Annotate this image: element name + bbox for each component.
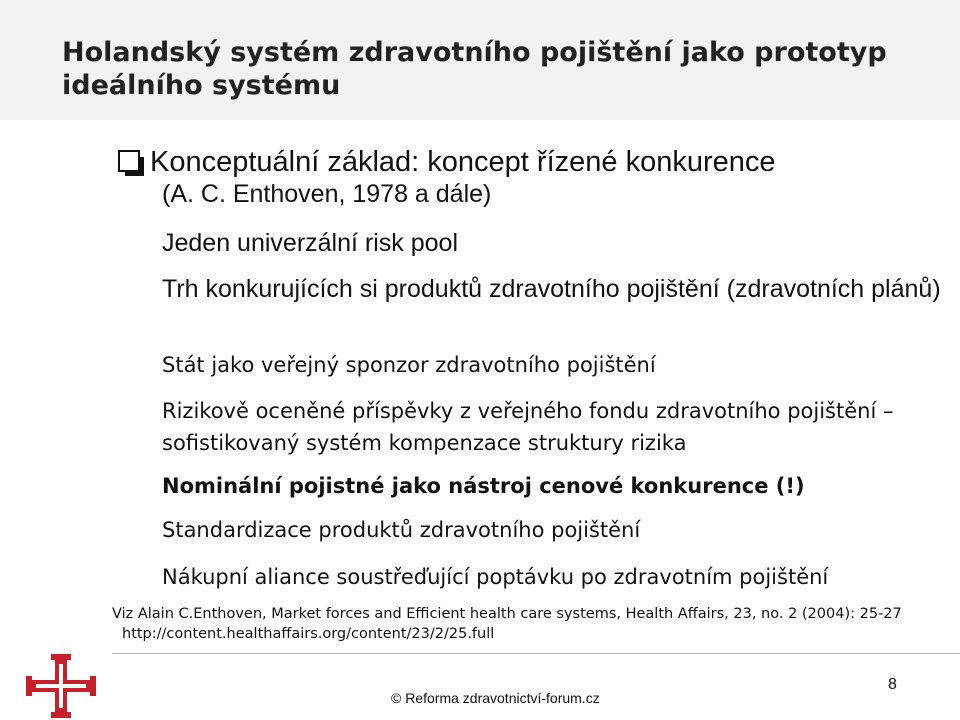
reference-link[interactable]: http://content.healthaffairs.org/content/23/2/25.full (122, 626, 495, 642)
main-bullet-subline: (A. C. Enthoven, 1978 a dále) (162, 180, 492, 208)
main-bullet (118, 145, 938, 179)
footer-copyright: © Reforma zdravotnictví-forum.cz (391, 690, 600, 706)
list-item: Jeden univerzální risk pool (162, 229, 458, 257)
list-item: Stát jako veřejný sponzor zdravotního pojištění (162, 353, 656, 377)
reference-note (112, 604, 952, 644)
list-item: Nominální pojistné jako nástroj cenové konkurence (!) (162, 474, 805, 498)
reference-text: Viz Alain C.Enthoven, Market forces and Efficient health care systems, Health Affairs, 23, no. 2 (2004): 25-27 (112, 606, 902, 622)
main-bullet-text: Konceptuální základ: koncept řízené konkurence (150, 146, 776, 178)
page-number: 8 (888, 676, 897, 693)
list-item: Standardizace produktů zdravotního pojištění (162, 518, 641, 542)
footer-divider (112, 653, 960, 654)
list-item: Rizikově oceněné příspěvky z veřejného fondu zdravotního pojištění – sofistikovaný systém kompenzace struktury rizika (162, 399, 894, 455)
checkbox-bullet-icon (118, 150, 140, 172)
list-item: Trh konkurujících si produktů zdravotního pojištění (zdravotních plánů) (162, 275, 941, 303)
slide-title: Holandský systém zdravotního pojištění jako prototyp ideálního systému (62, 37, 887, 101)
list-item: Nákupní aliance soustřeďující poptávku po zdravotním pojištění (162, 565, 829, 589)
red-cross-logo-icon (22, 652, 100, 720)
